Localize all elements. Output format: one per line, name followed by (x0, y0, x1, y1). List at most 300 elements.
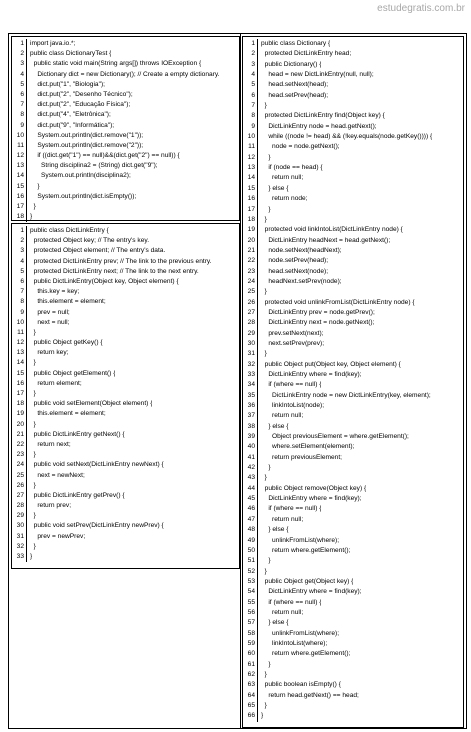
line-number: 38 (243, 422, 258, 432)
code-line (12, 39, 239, 49)
line-text: next.setPrev(prev); (261, 339, 325, 347)
line-text: return node; (261, 195, 308, 203)
code-line (243, 70, 463, 80)
line-text: protected Object key; // The entry's key. (30, 237, 150, 245)
code-line (243, 194, 463, 204)
code-line (12, 532, 239, 542)
line-text: } (30, 420, 36, 428)
line-number: 1 (243, 39, 258, 49)
line-text: dict.put("2", "Desenho Técnico"); (30, 90, 133, 98)
line-text: public Object get(Object key) { (261, 577, 354, 585)
code-line (12, 287, 239, 297)
code-line (12, 70, 239, 80)
line-text: DictLinkEntry node = new DictLinkEntry(key, element); (261, 391, 431, 399)
code-line (12, 389, 239, 399)
code-listing (243, 37, 463, 722)
line-number: 12 (243, 153, 258, 163)
code-listing (12, 37, 239, 222)
code-line (243, 680, 463, 690)
code-line (243, 39, 463, 49)
line-number: 11 (243, 142, 258, 152)
line-number: 13 (12, 161, 27, 171)
line-text: protected Object element; // The entry's data. (30, 247, 166, 255)
line-text: } (30, 451, 36, 459)
code-line (243, 411, 463, 421)
line-number: 54 (243, 587, 258, 597)
code-line (12, 202, 239, 212)
line-text: } (261, 567, 267, 575)
code-line (12, 182, 239, 192)
line-number: 3 (12, 59, 27, 69)
line-number: 16 (12, 379, 27, 389)
code-line (243, 60, 463, 70)
line-number: 29 (243, 329, 258, 339)
line-number: 20 (243, 236, 258, 246)
line-text: return null; (261, 412, 304, 420)
line-number: 9 (243, 122, 258, 132)
code-line (12, 192, 239, 202)
code-line (12, 440, 239, 450)
code-line (12, 318, 239, 328)
line-text: return previousElement; (261, 453, 342, 461)
line-text: public void setPrev(DictLinkEntry newPrev) { (30, 522, 164, 530)
code-line (243, 142, 463, 152)
column-divider (240, 33, 241, 729)
line-text: } (261, 712, 264, 720)
line-number: 22 (12, 440, 27, 450)
line-text: head.setNext(head); (261, 81, 329, 89)
code-line (243, 215, 463, 225)
line-text: public void setNext(DictLinkEntry newNext) { (30, 461, 164, 469)
line-text: } else { (261, 526, 289, 534)
line-number: 1 (12, 39, 27, 49)
line-text: dict.put("2", "Educação Física"); (30, 101, 131, 109)
line-number: 4 (12, 70, 27, 80)
line-text: } (261, 557, 271, 565)
line-text: this.key = key; (30, 288, 80, 296)
line-number: 10 (12, 131, 27, 141)
line-number: 8 (12, 110, 27, 120)
line-text: Dictionary dict = new Dictionary(); // Create a empty dictionary. (30, 70, 220, 78)
line-number: 15 (243, 184, 258, 194)
line-number: 47 (243, 515, 258, 525)
line-text: head.setNext(node); (261, 267, 329, 275)
line-number: 27 (243, 308, 258, 318)
code-line (243, 380, 463, 390)
line-number: 33 (12, 552, 27, 562)
line-text: node = node.getNext(); (261, 143, 340, 151)
line-number: 9 (12, 121, 27, 131)
code-line (243, 122, 463, 132)
code-line (243, 629, 463, 639)
line-number: 56 (243, 608, 258, 618)
line-text: Object previousElement = where.getElement(); (261, 433, 409, 441)
code-line (12, 80, 239, 90)
code-line (243, 494, 463, 504)
line-text: dict.put("1", "Biologia"); (30, 80, 105, 88)
line-text: unlinkFromList(where); (261, 629, 340, 637)
line-text: public DictLinkEntry(Object key, Object element) { (30, 277, 179, 285)
line-number: 40 (243, 442, 258, 452)
line-number: 26 (12, 481, 27, 491)
line-text: while ((node != head) && (!key.equals(node.getKey()))) { (261, 133, 433, 141)
code-line (12, 90, 239, 100)
line-text: String disciplina2 = (String) dict.get("9"); (30, 162, 158, 170)
line-text: System.out.println(disciplina2); (30, 172, 131, 180)
line-number: 25 (12, 471, 27, 481)
line-text: } (30, 213, 33, 221)
code-line (243, 463, 463, 473)
code-line (12, 110, 239, 120)
code-line (243, 442, 463, 452)
code-line (243, 453, 463, 463)
line-number: 15 (12, 182, 27, 192)
code-line (12, 348, 239, 358)
code-line (12, 328, 239, 338)
line-number: 39 (243, 432, 258, 442)
line-number: 18 (12, 399, 27, 409)
line-number: 21 (243, 246, 258, 256)
line-number: 52 (243, 567, 258, 577)
line-number: 16 (243, 194, 258, 204)
code-line (243, 391, 463, 401)
code-line (12, 511, 239, 521)
line-text: this.element = element; (30, 410, 106, 418)
code-line (243, 536, 463, 546)
code-line (243, 598, 463, 608)
code-line (243, 184, 463, 194)
line-text: return where.getElement(); (261, 546, 351, 554)
line-text: } (261, 288, 267, 296)
code-line (243, 246, 463, 256)
line-text: } (261, 660, 271, 668)
line-number: 19 (12, 409, 27, 419)
code-line (12, 460, 239, 470)
line-number: 7 (12, 287, 27, 297)
line-number: 58 (243, 629, 258, 639)
code-line (243, 267, 463, 277)
code-panel-dictionary-test (11, 36, 240, 221)
line-text: DictLinkEntry node = head.getNext(); (261, 122, 377, 130)
code-line (12, 212, 239, 222)
line-text: next = null; (30, 318, 70, 326)
code-line (243, 577, 463, 587)
line-text: public Object put(Object key, Object element) { (261, 360, 401, 368)
line-number: 24 (243, 277, 258, 287)
code-line (243, 153, 463, 163)
line-number: 11 (12, 328, 27, 338)
code-line (12, 297, 239, 307)
line-text: if (node == head) { (261, 164, 323, 172)
code-line (243, 691, 463, 701)
code-line (243, 308, 463, 318)
line-number: 5 (12, 80, 27, 90)
line-text: } (30, 203, 36, 210)
line-number: 19 (243, 225, 258, 235)
line-number: 34 (243, 380, 258, 390)
line-text: public Object getKey() { (30, 339, 103, 347)
code-line (243, 49, 463, 59)
line-number: 51 (243, 556, 258, 566)
line-number: 18 (243, 215, 258, 225)
line-text: } (30, 542, 36, 550)
line-text: DictLinkEntry where = find(key); (261, 495, 362, 503)
line-number: 16 (12, 192, 27, 202)
code-line (243, 287, 463, 297)
line-number: 8 (12, 297, 27, 307)
line-number: 12 (12, 151, 27, 161)
line-number: 59 (243, 639, 258, 649)
line-number: 25 (243, 287, 258, 297)
code-line (243, 484, 463, 494)
code-line (12, 161, 239, 171)
code-line (243, 80, 463, 90)
line-number: 13 (12, 348, 27, 358)
line-text: prev = newPrev; (30, 532, 86, 540)
line-number: 8 (243, 111, 258, 121)
code-line (243, 556, 463, 566)
line-text: } (30, 553, 33, 560)
code-line (243, 567, 463, 577)
line-number: 50 (243, 546, 258, 556)
line-number: 3 (243, 60, 258, 70)
line-number: 32 (12, 542, 27, 552)
line-number: 7 (243, 101, 258, 111)
line-number: 3 (12, 246, 27, 256)
code-line (12, 277, 239, 287)
code-line (12, 308, 239, 318)
line-text: } (261, 670, 267, 678)
line-number: 32 (243, 360, 258, 370)
code-panel-dictionary (242, 36, 464, 728)
line-text: protected DictLinkEntry head; (261, 50, 352, 58)
line-number: 31 (243, 349, 258, 359)
code-line (243, 701, 463, 711)
line-text: } (261, 215, 267, 223)
code-line (243, 401, 463, 411)
code-line (12, 369, 239, 379)
line-text: where.setElement(element); (261, 443, 355, 451)
line-text: return head.getNext() == head; (261, 691, 359, 699)
code-line (243, 205, 463, 215)
line-number: 48 (243, 525, 258, 535)
code-line (12, 59, 239, 69)
code-line (243, 525, 463, 535)
line-number: 21 (12, 430, 27, 440)
line-text: if ((dict.get("1") == null)&&(dict.get("2") == null)) { (30, 152, 180, 160)
code-line (12, 236, 239, 246)
line-text: } (30, 328, 36, 336)
line-text: prev.setNext(next); (261, 329, 324, 337)
code-line (12, 121, 239, 131)
line-text: } else { (261, 619, 289, 627)
code-line (12, 358, 239, 368)
line-number: 17 (243, 205, 258, 215)
line-text: } (30, 481, 36, 489)
code-line (243, 101, 463, 111)
code-line (12, 430, 239, 440)
line-number: 18 (12, 212, 27, 222)
code-line (243, 236, 463, 246)
line-text: dict.put("9", "Informática"); (30, 121, 115, 129)
code-line (12, 151, 239, 161)
line-number: 15 (12, 369, 27, 379)
line-number: 27 (12, 491, 27, 501)
line-number: 46 (243, 504, 258, 514)
line-number: 49 (243, 536, 258, 546)
code-line (12, 552, 239, 562)
code-line (12, 450, 239, 460)
line-text: return next; (30, 440, 71, 448)
line-text: public Object remove(Object key) { (261, 484, 367, 492)
line-text: protected void linkIntoList(DictLinkEntry node) { (261, 226, 403, 234)
code-line (243, 546, 463, 556)
line-number: 33 (243, 370, 258, 380)
line-text: DictLinkEntry where = find(key); (261, 588, 362, 596)
code-line (243, 515, 463, 525)
line-text: public Dictionary() { (261, 60, 322, 68)
line-text: head.setPrev(head); (261, 91, 329, 99)
line-number: 42 (243, 463, 258, 473)
line-number: 23 (243, 267, 258, 277)
line-text: public DictLinkEntry getPrev() { (30, 491, 125, 499)
code-line (243, 256, 463, 266)
line-number: 17 (12, 389, 27, 399)
line-text: node.setPrev(head); (261, 257, 329, 265)
line-text: public class DictLinkEntry { (30, 227, 109, 234)
line-text: } (30, 359, 36, 367)
line-number: 36 (243, 401, 258, 411)
code-line (243, 163, 463, 173)
code-line (12, 379, 239, 389)
code-line (12, 471, 239, 481)
line-number: 17 (12, 202, 27, 212)
code-line (243, 339, 463, 349)
line-number: 26 (243, 298, 258, 308)
line-text: protected void unlinkFromList(DictLinkEntry node) { (261, 298, 415, 306)
line-text: linkIntoList(where); (261, 639, 328, 647)
code-line (12, 338, 239, 348)
line-number: 53 (243, 577, 258, 587)
code-panel-dict-link-entry (11, 223, 240, 569)
line-text: } (261, 102, 267, 110)
line-text: this.element = element; (30, 298, 106, 306)
code-line (12, 420, 239, 430)
line-number: 62 (243, 670, 258, 680)
line-number: 43 (243, 473, 258, 483)
line-number: 60 (243, 649, 258, 659)
line-text: return where.getElement(); (261, 650, 351, 658)
line-text: unlinkFromList(where); (261, 536, 340, 544)
code-line (12, 542, 239, 552)
line-text: headNext.setPrev(node); (261, 277, 342, 285)
code-listing (12, 224, 239, 562)
line-text: if (where == null) { (261, 505, 322, 513)
code-line (12, 399, 239, 409)
code-line (12, 131, 239, 141)
line-text: } (261, 153, 271, 161)
line-number: 10 (243, 132, 258, 142)
line-text: next = newNext; (30, 471, 85, 479)
line-text: public void setElement(Object element) { (30, 400, 153, 408)
code-line (243, 711, 463, 721)
line-number: 28 (12, 501, 27, 511)
code-line (243, 173, 463, 183)
line-text: prev = null; (30, 308, 70, 316)
line-number: 30 (12, 521, 27, 531)
line-number: 13 (243, 163, 258, 173)
code-line (243, 432, 463, 442)
code-line (243, 649, 463, 659)
line-number: 37 (243, 411, 258, 421)
line-text: } (30, 512, 36, 520)
code-line (243, 639, 463, 649)
line-text: dict.put("4", "Eletrônica"); (30, 111, 111, 119)
line-text: } else { (261, 422, 289, 430)
line-text: System.out.println(dict.remove("1")); (30, 131, 144, 139)
line-text: protected DictLinkEntry find(Object key) { (261, 112, 385, 120)
line-number: 66 (243, 711, 258, 721)
code-line (243, 670, 463, 680)
line-text: } (261, 464, 271, 472)
code-line (243, 111, 463, 121)
line-text: DictLinkEntry where = find(key); (261, 371, 362, 378)
line-number: 14 (12, 171, 27, 181)
code-line (243, 360, 463, 370)
line-number: 2 (12, 236, 27, 246)
line-text: DictLinkEntry headNext = head.getNext(); (261, 236, 391, 244)
line-text: } (30, 182, 40, 190)
line-number: 6 (12, 277, 27, 287)
line-text: public DictLinkEntry getNext() { (30, 430, 125, 438)
line-text: return null; (261, 174, 304, 182)
line-text: } (261, 474, 267, 482)
code-line (243, 329, 463, 339)
line-number: 30 (243, 339, 258, 349)
line-text: public class DictionaryTest { (30, 50, 112, 58)
line-number: 45 (243, 494, 258, 504)
line-number: 5 (12, 267, 27, 277)
line-text: protected DictLinkEntry next; // The link to the next entry. (30, 267, 199, 275)
line-number: 28 (243, 318, 258, 328)
line-number: 10 (12, 318, 27, 328)
code-line (12, 226, 239, 236)
line-number: 65 (243, 701, 258, 711)
line-number: 2 (243, 49, 258, 59)
line-text: DictLinkEntry next = node.getNext(); (261, 319, 375, 327)
code-line (12, 501, 239, 511)
line-number: 23 (12, 450, 27, 460)
line-number: 29 (12, 511, 27, 521)
code-line (12, 257, 239, 267)
code-line (12, 409, 239, 419)
line-text: return key; (30, 349, 69, 357)
code-line (12, 481, 239, 491)
line-number: 63 (243, 680, 258, 690)
line-number: 4 (243, 70, 258, 80)
code-line (12, 246, 239, 256)
line-text: System.out.println(dict.remove("2")); (30, 141, 144, 149)
code-line (243, 91, 463, 101)
line-text: } (261, 702, 267, 709)
line-number: 44 (243, 484, 258, 494)
code-line (243, 422, 463, 432)
line-text: import java.io.*; (30, 40, 76, 47)
code-line (12, 100, 239, 110)
line-text: public class Dictionary { (261, 40, 331, 47)
line-text: return element; (30, 379, 82, 387)
code-line (243, 618, 463, 628)
